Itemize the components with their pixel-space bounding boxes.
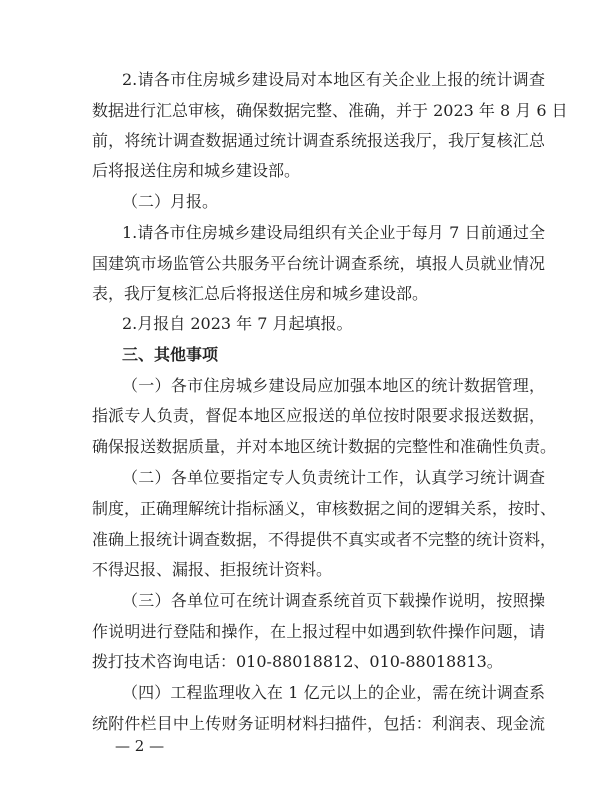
text-line: 准确上报统计调查数据，不得提供不真实或者不完整的统计资料， [92,530,557,549]
text-line: 2.请各市住房城乡建设局对本地区有关企业上报的统计调查 [122,70,545,89]
text-line: 2.月报自 2023 年 7 月起填报。 [122,314,353,333]
text-line: 作说明进行登陆和操作，在上报过程中如遇到软件操作问题，请 [92,622,545,641]
text-line: 不得迟报、漏报、拒报统计资料。 [92,560,333,579]
text-line: （一）各市住房城乡建设局应加强本地区的统计数据管理， [122,376,545,395]
text-line: 拨打技术咨询电话：010-88018812、010-88018813。 [92,652,503,671]
text-line: 后将报送住房和城乡建设部。 [92,161,301,180]
text-line: （二）月报。 [122,192,219,211]
text-line: 数据进行汇总审核，确保数据完整、准确，并于 2023 年 8 月 6 日 [92,101,568,120]
text-line: 表，我厅复核汇总后将报送住房和城乡建设部。 [92,284,429,303]
section-heading: 三、其他事项 [122,345,219,364]
text-line: （三）各单位可在统计调查系统首页下载操作说明，按照操 [122,591,545,610]
text-line: （四）工程监理收入在 1 亿元以上的企业，需在统计调查系 [122,683,545,702]
text-line: （二）各单位要指定专人负责统计工作，认真学习统计调查 [122,468,545,487]
page-number: — 2 — [115,737,165,755]
text-line: 1.请各市住房城乡建设局组织有关企业于每月 7 日前通过全 [122,223,545,242]
text-line: 国建筑市场监管公共服务平台统计调查系统，填报人员就业情况 [92,254,545,273]
text-line: 制度，正确理解统计指标涵义，审核数据之间的逻辑关系，按时、 [92,499,557,518]
text-line: 前，将统计调查数据通过统计调查系统报送我厅，我厅复核汇总 [92,131,545,150]
text-line: 统附件栏目中上传财务证明材料扫描件，包括：利润表、现金流 [92,714,545,733]
text-line: 指派专人负责，督促本地区应报送的单位按时限要求报送数据， [92,406,545,425]
text-line: 确保报送数据质量，并对本地区统计数据的完整性和准确性负责。 [92,437,557,456]
